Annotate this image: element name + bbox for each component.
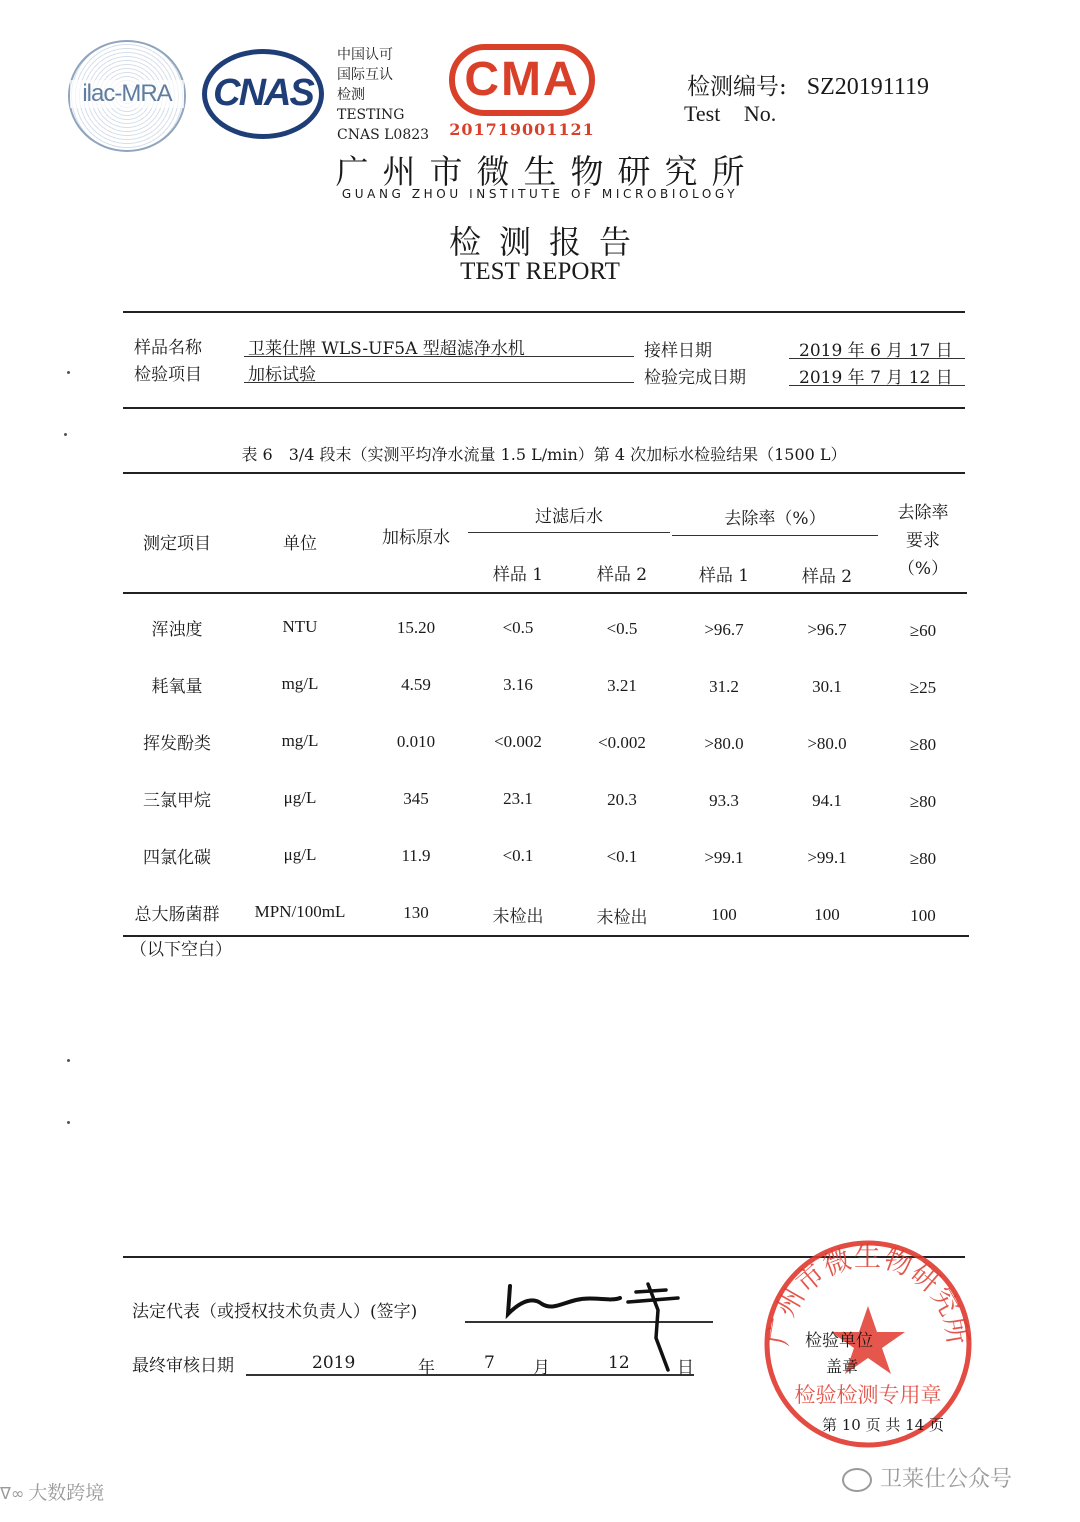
complete-date-label: 检验完成日期 [644,368,746,388]
blank-note: （以下空白） [130,940,232,960]
report-title-en: TEST REPORT [460,258,620,285]
cell-spiked: 0.010 [396,732,436,751]
cell-filtered-1: <0.002 [494,732,542,751]
header-sample-2: 样品 2 [596,565,648,585]
page-number: 第 10 页 共 14 页 [822,1416,945,1434]
watermark-left-text: 大数跨境 [28,1482,105,1504]
report-number [687,68,929,101]
subheader-rule [672,535,878,536]
institute-name-en: GUANG ZHOU INSTITUTE OF MICROBIOLOGY [341,187,739,201]
header-filtered-water: 过滤后水 [535,507,603,527]
cell-filtered-2: 未检出 [596,908,648,928]
receive-date-label: 接样日期 [644,341,712,361]
cell-spiked: 15.20 [396,618,436,637]
report-title-cn: 检测报告 [448,223,649,261]
cma-logo [449,44,595,116]
cell-requirement: ≥25 [909,678,937,697]
stamp-seal-text: 检验检测专用章 [794,1383,942,1407]
cell-filtered-1: <0.1 [502,846,534,865]
cell-requirement: ≥80 [909,792,937,811]
ilac-mra-logo [68,40,186,152]
cell-removal-1: >80.0 [704,734,744,753]
cma-logo-text: CMA [464,53,580,106]
cell-unit: mg/L [281,674,319,693]
cell-removal-1: >96.7 [704,620,744,639]
review-year: 2019 [312,1353,356,1373]
cell-spiked: 130 [403,903,429,922]
cell-filtered-1: 23.1 [503,789,533,808]
cell-unit: MPN/100mL [254,902,346,921]
table-bottom-rule [123,935,969,937]
report-number-value: SZ20191119 [806,74,929,100]
cell-unit: mg/L [281,731,319,750]
scan-dot [67,1121,70,1124]
cell-spiked: 345 [403,789,429,808]
header-sample-1: 样品 1 [492,565,544,585]
cnas-info-line: TESTING [337,107,405,123]
sample-name-value: 卫莱仕牌 WLS-UF5A 型超滤净水机 [248,339,525,359]
table-caption: 表 6 3/4 段末（实测平均净水流量 1.5 L/min）第 4 次加标水检验结果（1500 L） [241,445,847,464]
stamp-org-text: 广州市微生物研究所 [763,1242,973,1348]
cell-removal-1: >99.1 [704,848,744,867]
wechat-icon [842,1468,872,1492]
cell-filtered-2: <0.002 [598,733,646,752]
cnas-info-line: CNAS L0823 [337,127,430,143]
divider [123,311,965,313]
cell-spiked: 4.59 [401,675,431,694]
cell-unit: μg/L [283,788,317,807]
table-top-rule [123,472,965,474]
review-day-unit: 日 [677,1358,694,1378]
scan-dot [67,371,70,374]
cell-removal-2: >96.7 [807,620,847,639]
cell-removal-2: >80.0 [807,734,847,753]
header-sample-1: 样品 1 [698,566,750,586]
cell-item: 挥发酚类 [143,734,211,754]
cnas-logo [202,49,324,139]
cnas-info-line: 中国认可 [337,47,393,63]
complete-date-field [789,363,965,386]
test-item-label: 检验项目 [134,365,202,385]
review-year-unit: 年 [418,1358,435,1378]
cell-requirement: ≥80 [909,735,937,754]
cell-filtered-1: <0.5 [502,618,534,637]
cell-requirement: 100 [910,906,936,925]
cnas-accreditation-text [337,45,429,145]
receive-date-field [789,336,965,359]
complete-date-value: 2019 年 7 月 12 日 [799,368,953,388]
cell-requirement: ≥60 [909,621,937,640]
divider [123,407,965,409]
review-day: 12 [608,1353,630,1373]
seal-label: 盖章 [826,1357,859,1376]
scan-dot [67,1059,70,1062]
header-requirement-unit: （%） [897,559,949,579]
review-month-unit: 月 [533,1358,550,1378]
cell-item: 三氯甲烷 [143,791,211,811]
cell-removal-1: 93.3 [709,791,739,810]
sample-name-field [244,334,634,357]
review-month: 7 [484,1353,495,1373]
cell-filtered-2: <0.1 [606,847,638,866]
receive-date-value: 2019 年 6 月 17 日 [799,341,953,361]
handwritten-signature [498,1280,698,1380]
cell-filtered-1: 3.16 [503,675,533,694]
cell-item: 四氯化碳 [143,848,211,868]
header-spiked-water: 加标原水 [382,528,450,548]
signature-label: 法定代表（或授权技术负责人）(签字) [132,1302,418,1322]
header-bottom-rule [123,592,967,594]
test-item-field [244,360,634,383]
cell-item: 总大肠菌群 [134,905,220,925]
cnas-info-line: 国际互认 [337,67,393,83]
cell-requirement: ≥80 [909,849,937,868]
cell-removal-2: >99.1 [807,848,847,867]
sample-name-label: 样品名称 [134,338,202,358]
cell-item: 耗氧量 [151,677,203,697]
header-removal-rate: 去除率（%） [724,509,826,529]
header-requirement: 要求 [906,531,940,551]
cell-removal-2: 30.1 [812,677,842,696]
watermark-right-text: 卫莱仕公众号 [880,1467,1013,1492]
cell-removal-2: 100 [814,905,840,924]
review-date-label: 最终审核日期 [132,1356,234,1376]
header-sample-2: 样品 2 [801,567,853,587]
watermark-icon: ᐁ∞ [0,1484,25,1503]
inspection-unit-label: 检验单位 [805,1331,873,1351]
cell-removal-1: 31.2 [709,677,739,696]
ilac-logo-text: ilac-MRA [70,80,184,108]
cell-filtered-2: <0.5 [606,619,638,638]
review-date-line [246,1374,694,1376]
cell-filtered-2: 20.3 [607,790,637,809]
report-number-en: Test No. [684,101,777,126]
test-item-value: 加标试验 [248,365,316,385]
cell-item: 浑浊度 [151,620,203,640]
cell-removal-2: 94.1 [812,791,842,810]
subheader-rule [468,532,670,533]
header-test-item: 测定项目 [143,534,211,554]
institute-name-cn: 广州市微生物研究所 [335,152,759,191]
cell-spiked: 11.9 [401,846,431,865]
header-unit: 单位 [283,534,317,554]
watermark-left [0,1478,104,1505]
cell-filtered-1: 未检出 [492,907,544,927]
header-requirement: 去除率 [897,503,949,523]
cell-unit: μg/L [283,845,317,864]
scan-dot [64,433,67,436]
report-number-label: 检测编号: [687,74,787,100]
cma-number: 201719001121 [449,120,595,139]
cnas-logo-text: CNAS [213,72,313,114]
cell-removal-1: 100 [711,905,737,924]
cnas-info-line: 检测 [337,87,365,103]
cell-filtered-2: 3.21 [607,676,637,695]
cell-unit: NTU [282,617,318,636]
watermark-right [842,1462,1012,1493]
